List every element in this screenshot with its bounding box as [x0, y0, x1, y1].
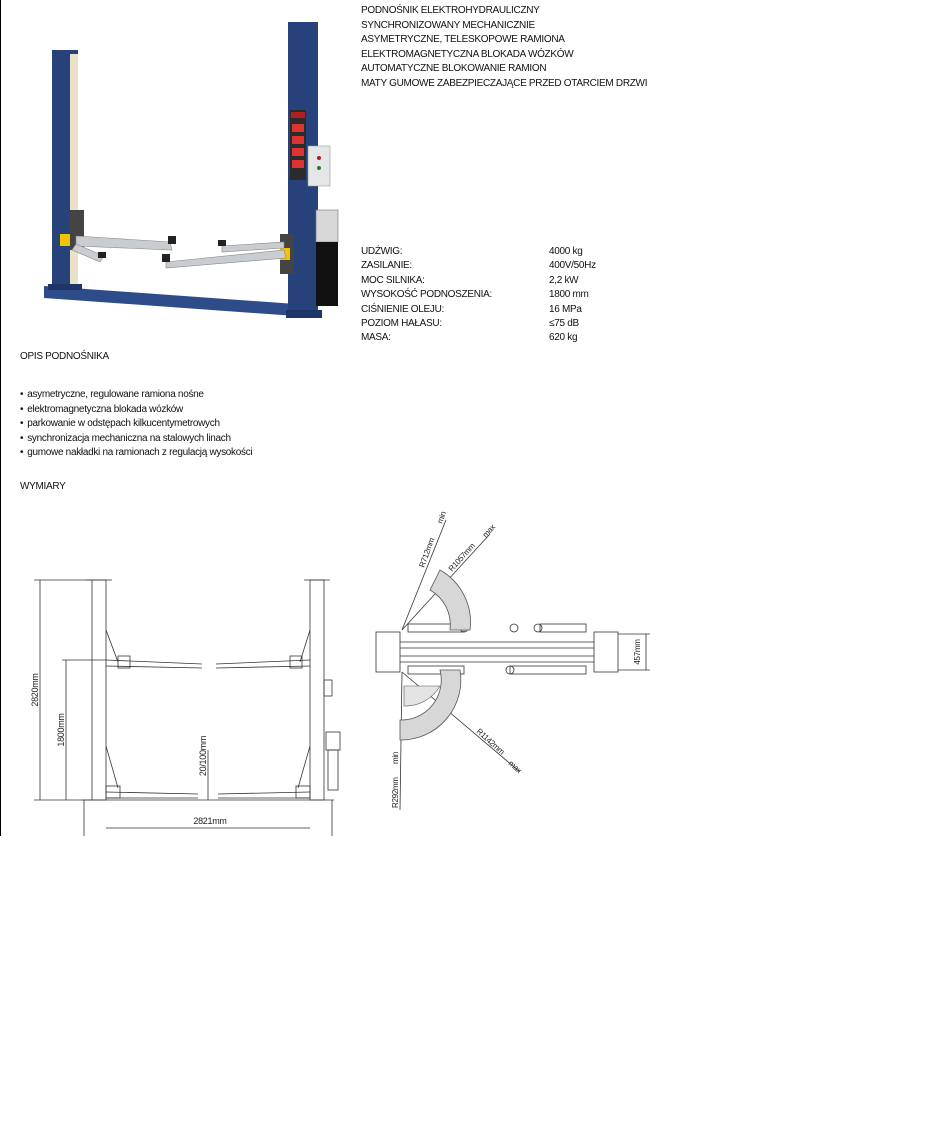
spec-label: MOC SILNIKA: [361, 274, 425, 286]
feature-list [20, 388, 252, 461]
dim-lift-height: 1800mm [56, 713, 66, 747]
spec-label: CIŚNIENIE OLEJU: [361, 303, 444, 315]
warning-labels [290, 110, 306, 180]
dim-depth: 457mm [633, 639, 642, 665]
feature-item: • parkowanie w odstępach kilkucentymetrowych [20, 417, 252, 432]
dim-r-max-long: R1057mm [446, 541, 477, 574]
right-rear-arm [222, 242, 284, 252]
spec-row [361, 288, 596, 302]
spec-value: 16 MPa [549, 303, 582, 315]
top-view-drawing [360, 510, 660, 810]
headline-line: ELEKTROMAGNETYCZNA BLOKADA WÓZKÓW [361, 48, 574, 60]
spec-value: 400V/50Hz [549, 260, 596, 272]
spec-row [361, 331, 596, 345]
spec-row [361, 245, 596, 259]
feature-item: • asymetryczne, regulowane ramiona nośne [20, 388, 252, 403]
headline-line: ASYMETRYCZNE, TELESKOPOWE RAMIONA [361, 34, 565, 45]
left-front-arm [76, 236, 172, 250]
dim-total-height: 2820mm [30, 673, 40, 707]
dim-r-min-short: R292mm [391, 777, 400, 808]
spec-label: MASA: [361, 332, 391, 344]
spec-row [361, 303, 596, 317]
spec-value: 620 kg [549, 332, 578, 344]
dim-max-short: max [506, 758, 524, 776]
spec-row [361, 274, 596, 288]
front-view-drawing [22, 570, 344, 836]
dim-min-short: min [391, 752, 400, 764]
spec-label: UDŹWIG: [361, 246, 403, 257]
dim-width: 2821mm [193, 816, 227, 826]
spec-value: 4000 kg [549, 246, 583, 257]
headline-line: SYNCHRONIZOWANY MECHANICZNIE [361, 19, 535, 31]
lift-base-plate [44, 286, 296, 316]
spec-row [361, 317, 596, 331]
oil-tank [316, 242, 338, 306]
headline-line: AUTOMATYCZNE BLOKOWANIE RAMION [361, 63, 547, 74]
page-left-border [0, 0, 1, 836]
spec-label: ZASILANIE: [361, 260, 412, 272]
spec-label: POZIOM HAŁASU: [361, 318, 442, 330]
dim-r-min-long: R712mm [417, 536, 437, 569]
right-front-arm [166, 250, 286, 268]
feature-item: • elektromagnetyczna blokada wózków [20, 403, 252, 418]
feature-item: • gumowe nakładki na ramionach z regulacją wysokości [20, 446, 252, 461]
spec-row [361, 259, 596, 273]
spec-value: 1800 mm [549, 289, 589, 301]
spec-value: ≤75 dB [549, 318, 579, 330]
description-title: OPIS PODNOŚNIKA [20, 351, 109, 362]
spec-value: 2,2 kW [549, 274, 579, 286]
headline-line: PODNOŚNIK ELEKTROHYDRAULICZNY [361, 5, 540, 16]
dim-min-height: 20/100mm [198, 735, 208, 777]
headline-features [361, 4, 647, 91]
dim-r-max-short: R1142mm [474, 726, 507, 757]
spec-table [361, 245, 596, 346]
dim-max-long: max [480, 522, 498, 540]
dimensions-title: WYMIARY [20, 481, 66, 492]
feature-item: • synchronizacja mechaniczna na stalowych linach [20, 432, 252, 447]
dim-min-long: min [435, 510, 448, 525]
upper-swing-area [430, 570, 471, 630]
lift-product-photo [36, 14, 346, 340]
motor-unit [316, 210, 338, 242]
spec-label: WYSOKOŚĆ PODNOSZENIA: [361, 289, 492, 301]
headline-line: MATY GUMOWE ZABEZPIECZAJĄCE PRZED OTARCIEM DRZWI [361, 77, 648, 89]
